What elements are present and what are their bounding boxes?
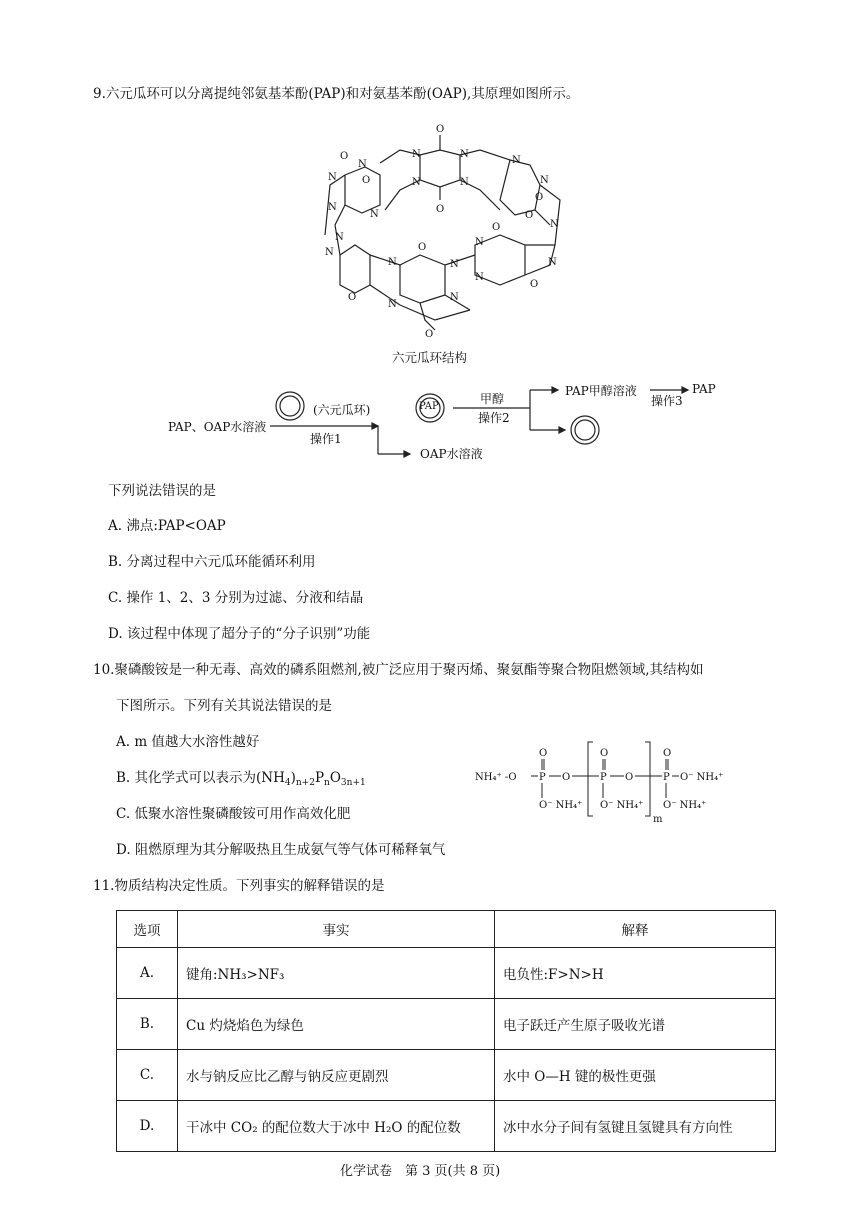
q9-prompt: 下列说法错误的是	[108, 483, 216, 499]
header-option: 选项	[117, 911, 178, 948]
svg-text:N: N	[475, 272, 484, 283]
row-option: B.	[117, 999, 178, 1050]
svg-text:N: N	[370, 209, 379, 220]
q9-option-c: C. 操作 1、2、3 分别为过滤、分液和结晶	[108, 590, 364, 606]
svg-text:N: N	[328, 172, 337, 183]
svg-text:O: O	[425, 329, 434, 340]
svg-text:N: N	[450, 292, 459, 303]
q10-stem-line2: 下图所示。下列有关其说法错误的是	[116, 698, 332, 714]
svg-text:N: N	[388, 257, 397, 268]
svg-text:O: O	[625, 772, 634, 783]
svg-text:N: N	[512, 155, 521, 166]
svg-text:N: N	[328, 202, 337, 213]
facts-table	[116, 910, 776, 1152]
flow-complex-label: PAP	[419, 401, 439, 412]
row-option: D.	[117, 1101, 178, 1152]
q9-option-b: B. 分离过程中六元瓜环能循环利用	[108, 554, 316, 570]
svg-text:N: N	[540, 175, 549, 186]
page-footer: 化学试卷 第 3 页(共 8 页)	[340, 1164, 501, 1179]
svg-text:O: O	[530, 279, 539, 290]
svg-text:N: N	[358, 159, 367, 170]
q10-stem-line1: 10.聚磷酸铵是一种无毒、高效的磷系阻燃剂,被广泛应用于聚丙烯、聚氨酯等聚合物阻燃领域,其结构如	[93, 662, 704, 678]
svg-text:O⁻ NH₄⁺: O⁻ NH₄⁺	[600, 800, 644, 811]
table-row	[117, 1050, 776, 1101]
svg-text:O: O	[539, 748, 548, 759]
flow-reagent: (六元瓜环)	[313, 403, 371, 417]
row-option: A.	[117, 948, 178, 999]
svg-text:N: N	[412, 177, 421, 188]
table-row	[117, 948, 776, 999]
svg-text:O: O	[348, 292, 357, 303]
svg-text:N: N	[550, 219, 559, 230]
svg-text:O: O	[418, 242, 427, 253]
flow-op1: 操作1	[310, 432, 342, 446]
svg-text:N: N	[548, 257, 557, 268]
row-reason: 电子跃迁产生原子吸收光谱	[495, 999, 776, 1050]
svg-text:O⁻ NH₄⁺: O⁻ NH₄⁺	[539, 800, 583, 811]
q10-option-b: B. 其化学式可以表示为$(NH_4)_{n+2}P_nO_{3n+1}$	[116, 770, 366, 788]
row-reason: 电负性:F>N>H	[495, 948, 776, 999]
flow-op2: 操作2	[478, 411, 510, 425]
svg-text:O⁻ NH₄⁺: O⁻ NH₄⁺	[680, 772, 724, 783]
header-reason: 解释	[495, 911, 776, 948]
flow-pap-methanol: PAP甲醇溶液	[565, 384, 637, 398]
flow-methanol: 甲醇	[480, 392, 505, 406]
q11-stem: 11.物质结构决定性质。下列事实的解释错误的是	[93, 878, 385, 894]
svg-text:NH₄⁺ -O: NH₄⁺ -O	[475, 772, 517, 783]
svg-text:N: N	[460, 177, 469, 188]
table-header-row	[117, 911, 776, 948]
svg-text:P: P	[663, 772, 670, 783]
svg-text:N: N	[460, 149, 469, 160]
svg-text:O: O	[362, 175, 371, 186]
svg-text:N: N	[450, 259, 459, 270]
row-option: C.	[117, 1050, 178, 1101]
svg-text:N: N	[335, 232, 344, 243]
q10-option-a: A. m 值越大水溶性越好	[116, 734, 260, 750]
row-fact: 键角:NH₃>NF₃	[178, 948, 495, 999]
svg-text:N: N	[475, 237, 484, 248]
row-fact: 干冰中 CO₂ 的配位数大于冰中 H₂O 的配位数	[178, 1101, 495, 1152]
row-reason: 水中 O—H 键的极性更强	[495, 1050, 776, 1101]
ammonium-polyphosphate-formula	[475, 738, 745, 828]
flow-feed: PAP、OAP水溶液	[168, 420, 267, 434]
cucurbituril-structure-image	[300, 115, 580, 355]
row-fact: 水与钠反应比乙醇与钠反应更剧烈	[178, 1050, 495, 1101]
q10-option-c: C. 低聚水溶性聚磷酸铵可用作高效化肥	[116, 806, 351, 822]
svg-text:P: P	[539, 772, 546, 783]
table-row	[117, 1101, 776, 1152]
svg-text:m: m	[653, 814, 663, 825]
q9-stem: 9.六元瓜环可以分离提纯邻氨基苯酚(PAP)和对氨基苯酚(OAP),其原理如图所示。	[93, 86, 580, 102]
svg-text:N: N	[412, 149, 421, 160]
svg-text:O: O	[562, 772, 571, 783]
svg-text:O: O	[436, 124, 445, 135]
svg-text:O⁻ NH₄⁺: O⁻ NH₄⁺	[663, 800, 707, 811]
row-fact: Cu 灼烧焰色为绿色	[178, 999, 495, 1050]
svg-text:O: O	[663, 748, 672, 759]
q10-option-d: D. 阻燃原理为其分解吸热且生成氨气等气体可稀释氧气	[116, 842, 446, 858]
svg-text:N: N	[388, 299, 397, 310]
structure-caption: 六元瓜环结构	[392, 350, 468, 365]
svg-text:O: O	[436, 204, 445, 215]
flow-op3: 操作3	[651, 394, 683, 408]
svg-text:O: O	[535, 192, 544, 203]
svg-text:O: O	[600, 748, 609, 759]
svg-text:P: P	[600, 772, 607, 783]
svg-text:N: N	[325, 247, 334, 258]
svg-text:O: O	[492, 222, 501, 233]
q9-option-d: D. 该过程中体现了超分子的“分子识别”功能	[108, 626, 371, 642]
svg-text:O: O	[340, 151, 349, 162]
flow-oap-aq: OAP水溶液	[420, 447, 483, 461]
header-fact: 事实	[178, 911, 495, 948]
row-reason: 冰中水分子间有氢键且氢键具有方向性	[495, 1101, 776, 1152]
svg-text:O: O	[525, 210, 534, 221]
q9-option-a: A. 沸点:PAP<OAP	[108, 518, 226, 534]
flow-pap-product: PAP	[692, 382, 716, 396]
table-row	[117, 999, 776, 1050]
